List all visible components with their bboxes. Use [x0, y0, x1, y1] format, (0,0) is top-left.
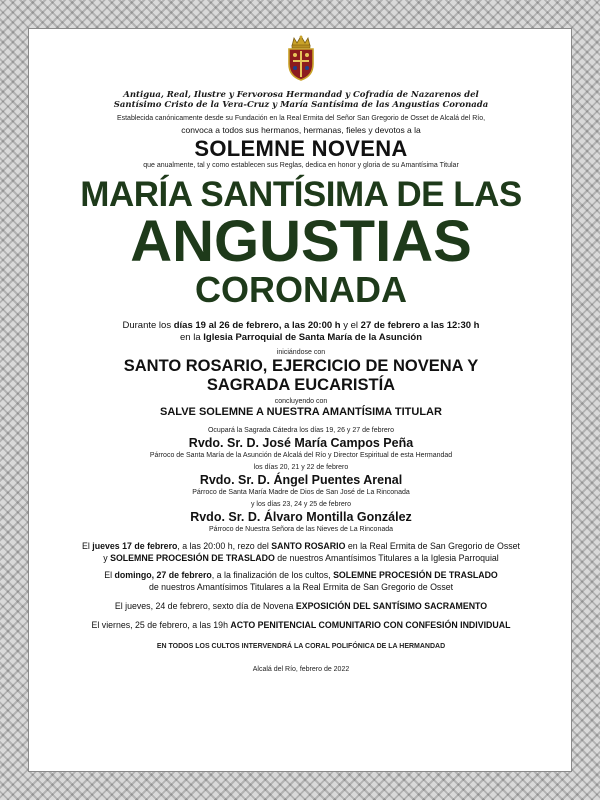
preacher-role: Párroco de Santa María Madre de Dios de San José de La Rinconada: [192, 489, 410, 496]
event-3: El jueves, 24 de febrero, sexto día de Novena EXPOSICIÓN DEL SANTÍSIMO SACRAMENTO: [114, 601, 488, 611]
poster-panel: [28, 28, 572, 772]
salve-text: SALVE SOLEMNE A NUESTRA AMANTÍSIMA TITULAR: [160, 406, 442, 418]
established-text: Establecida canónicamente desde su Fundación en la Real Ermita del Señor San Gregorio de Osset de Alcalá del Río,: [116, 115, 486, 122]
event-1: [29, 540, 573, 564]
schedule-line-2: en la Iglesia Parroquial de Santa María de la Asunción: [180, 332, 422, 343]
preacher-intro: los días 20, 21 y 22 de febrero: [253, 464, 349, 471]
coat-of-arms-icon: [284, 34, 318, 82]
place-date: Alcalá del Río, febrero de 2022: [252, 666, 350, 673]
preacher-1: [29, 426, 573, 461]
concluding-text: concluyendo con: [274, 398, 328, 405]
preacher-intro: Ocupará la Sagrada Cátedra los días 19, 26 y 27 de febrero: [207, 427, 394, 434]
event-2-line-1: El domingo, 27 de febrero, a la finalización de los cultos, SOLEMNE PROCESIÓN DE TRASLADO: [104, 570, 498, 580]
preacher-intro: y los días 23, 24 y 25 de febrero: [250, 501, 351, 508]
title-line-2: ANGUSTIAS: [130, 209, 472, 274]
event-title: SOLEMNE NOVENA: [194, 136, 408, 161]
event-2-line-2: de nuestros Amantísimos Titulares a la Real Ermita de San Gregorio de Osset: [148, 582, 454, 592]
event-4: El viernes, 25 de febrero, a las 19h ACTO PENITENCIAL COMUNITARIO CON CONFESIÓN INDIVIDUAL: [91, 620, 511, 630]
title-line-3: CORONADA: [195, 269, 407, 310]
preacher-3: [29, 500, 573, 535]
choir-text: EN TODOS LOS CULTOS INTERVENDRÁ LA CORAL POLIFÓNICA DE LA HERMANDAD: [156, 643, 446, 650]
preacher-name: Rvdo. Sr. D. José María Campos Peña: [188, 436, 414, 450]
preacher-role: Párroco de Santa María de la Asunción de Alcalá del Río y Director Espiritual de esta Hermandad: [149, 452, 453, 459]
preacher-role: Párroco de Nuestra Señora de las Nieves de La Rinconada: [208, 526, 394, 533]
event-1-line-1: El jueves 17 de febrero, a las 20:00 h, rezo del SANTO ROSARIO en la Real Ermita de San Gregorio de Osset: [82, 541, 520, 551]
starting-text: iniciándose con: [276, 349, 326, 356]
brotherhood-line-2: Santísimo Cristo de la Vera-Cruz y María Santísima de las Angustias Coronada: [113, 100, 489, 110]
rosary-line-1: SANTO ROSARIO, EJERCICIO DE NOVENA Y: [123, 357, 479, 375]
preacher-name: Rvdo. Sr. D. Álvaro Montilla González: [190, 510, 412, 524]
poster-content: [29, 29, 573, 674]
dedication-text: que anualmente, tal y como establecen sus Reglas, dedica en honor y gloria de su Amantísima Titular: [143, 162, 459, 169]
event-1-line-2: y SOLEMNE PROCESIÓN DE TRASLADO de nuestros Amantísimos Titulares a la Iglesia Parroquial: [103, 553, 499, 563]
preacher-name: Rvdo. Sr. D. Ángel Puentes Arenal: [199, 473, 403, 487]
rosary-line-2: SAGRADA EUCARISTÍA: [206, 376, 396, 394]
brotherhood-name: [29, 90, 573, 110]
title-line-1: MARÍA SANTÍSIMA DE LAS: [80, 175, 522, 214]
convoca-text: convoca a todos sus hermanos, hermanas, fieles y devotos a la: [181, 125, 421, 135]
schedule-line-1: Durante los días 19 al 26 de febrero, a las 20:00 h y el 27 de febrero a las 12:30 h: [122, 320, 480, 331]
event-2: [29, 569, 573, 593]
brotherhood-line-1: Antigua, Real, Ilustre y Fervorosa Hermandad y Cofradía de Nazarenos del: [123, 90, 479, 100]
preacher-2: [29, 463, 573, 498]
